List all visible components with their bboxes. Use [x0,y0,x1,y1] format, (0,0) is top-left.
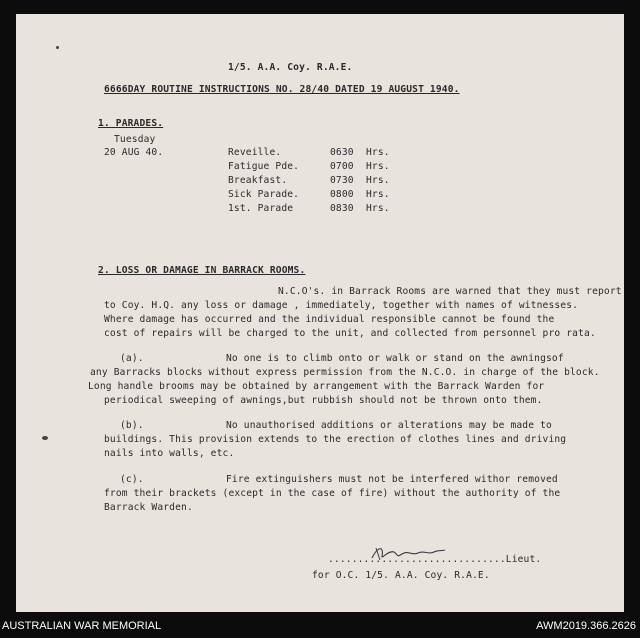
item-label: (c). [120,474,144,485]
schedule-time: 0800 [330,189,354,200]
paragraph-line: to Coy. H.Q. any loss or damage , immediately, together with names of witnesses. [104,300,579,311]
schedule-time: 0630 [330,147,354,158]
paragraph-line: buildings. This provision extends to the erection of clothes lines and driving [104,434,567,445]
schedule-time: 0700 [330,161,354,172]
schedule-name: Sick Parade. [228,189,300,200]
punch-mark [56,46,59,49]
document-title: 6666DAY ROUTINE INSTRUCTIONS NO. 28/40 DATED 19 AUGUST 1940. [104,84,460,95]
punch-mark [42,436,48,440]
paragraph-line: Long handle brooms may be obtained by arrangement with the Barrack Warden for [88,381,545,392]
paragraph-line: No one is to climb onto or walk or stand on the awningsof [226,353,564,364]
schedule-unit: Hrs. [366,203,390,214]
paragraph-line: N.C.O's. in Barrack Rooms are warned that they must report [278,286,622,297]
footer-accession-number: AWM2019.366.2626 [536,620,636,632]
schedule-time: 0830 [330,203,354,214]
section-2-heading: 2. LOSS OR DAMAGE IN BARRACK ROOMS. [98,265,306,276]
schedule-time: 0730 [330,175,354,186]
paragraph-line: from their brackets (except in the case of fire) without the authority of the [104,488,561,499]
schedule-unit: Hrs. [366,147,390,158]
parade-day: Tuesday [114,134,156,145]
paragraph-line: cost of repairs will be charged to the unit, and collected from personnel pro rata. [104,328,596,339]
schedule-name: Breakfast. [228,175,288,186]
paragraph-line: nails into walls, etc. [104,448,235,459]
footer-credit: AUSTRALIAN WAR MEMORIAL [2,620,162,632]
paragraph-line: Fire extinguishers must not be interfered withor removed [226,474,558,485]
section-1-heading: 1. PARADES. [98,118,164,129]
paragraph-line: periodical sweeping of awnings,but rubbish should not be thrown onto them. [104,395,543,406]
schedule-unit: Hrs. [366,175,390,186]
document-page [16,14,624,612]
paragraph-line: any Barracks blocks without express permission from the N.C.O. in charge of the block. [90,367,600,378]
schedule-name: Fatigue Pde. [228,161,300,172]
parade-date: 20 AUG 40. [104,147,164,158]
signature-line: ..............................Lieut. [328,554,542,565]
schedule-name: 1st. Parade [228,203,294,214]
paragraph-line: No unauthorised additions or alterations may be made to [226,420,552,431]
signature-for-line: for O.C. 1/5. A.A. Coy. R.A.E. [312,570,490,581]
item-label: (a). [120,353,144,364]
schedule-name: Reveille. [228,147,282,158]
unit-header: 1/5. A.A. Coy. R.A.E. [228,62,353,73]
paragraph-line: Barrack Warden. [104,502,193,513]
item-label: (b). [120,420,144,431]
schedule-unit: Hrs. [366,189,390,200]
paragraph-line: Where damage has occurred and the individual responsible cannot be found the [104,314,555,325]
schedule-unit: Hrs. [366,161,390,172]
